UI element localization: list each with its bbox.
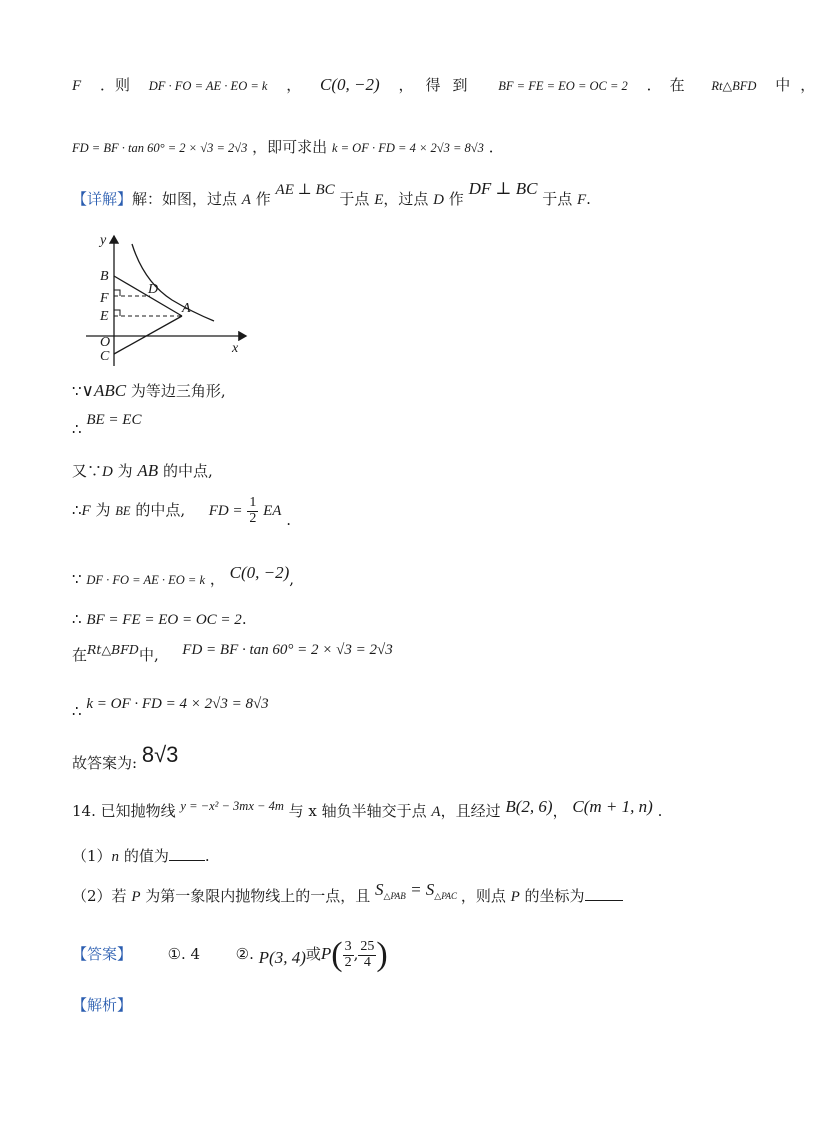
text: ②. (235, 945, 254, 963)
text: . (657, 802, 663, 820)
label-b: B (100, 269, 109, 284)
text: . (241, 610, 247, 628)
text: ，即可求出 (252, 138, 328, 156)
text: 于点 (542, 190, 577, 208)
text: P (131, 889, 141, 905)
text: ∵ (72, 570, 82, 588)
text-line-2 (72, 136, 504, 157)
text: ，过点 (383, 190, 434, 208)
equation: FD = (208, 503, 243, 520)
equation: k = OF · FD = 4 × 2√3 = 8√3 (331, 141, 484, 155)
numerator: 25 (360, 938, 375, 954)
text: 与 x 轴负半轴交于点 (288, 802, 432, 820)
text: BE (115, 504, 131, 519)
answer-blank (585, 900, 623, 901)
label-o: O (100, 335, 111, 350)
step-3 (72, 460, 213, 481)
point-b: B(2, 6) (505, 797, 553, 816)
text: F (81, 503, 91, 520)
point-p-label: P (320, 944, 332, 963)
step-6 (72, 610, 247, 629)
geometry-figure (80, 230, 260, 370)
right-angle-f (114, 290, 120, 296)
equation: BF = FE = EO = OC = 2 (86, 612, 242, 628)
text: ，则点 (460, 887, 511, 905)
text: ，得到 (398, 76, 480, 94)
equation: DF · FO = AE · EO = k (148, 79, 268, 93)
analysis-line (72, 994, 132, 1015)
equation: BF = FE = EO = OC = 2 (498, 79, 628, 93)
answer-part-1: ①. 4 (167, 945, 201, 963)
detail-tag: 【详解】 (72, 190, 133, 208)
paren-left: ( (331, 936, 343, 973)
step-4 (72, 495, 292, 530)
text: EA (263, 503, 282, 520)
text: 为等边三角形, (130, 382, 226, 400)
text: ．在 (646, 76, 693, 94)
text: ∴ (72, 610, 82, 628)
question-14-part-2 (72, 880, 623, 908)
equation: k = OF · FD = 4 × 2√3 = 8√3 (86, 696, 269, 712)
step-9 (72, 742, 179, 772)
label-f: F (100, 291, 109, 306)
text: D (102, 464, 113, 480)
detail-line (72, 179, 591, 209)
question-14-part-1 (72, 845, 210, 866)
text: E (374, 192, 384, 208)
hyperbola-curve (132, 244, 214, 321)
text: ∴ (72, 420, 82, 438)
text: 的中点, (135, 501, 186, 520)
label-e: E (100, 309, 109, 324)
text: 或 (305, 945, 321, 963)
text: ∵ (72, 382, 82, 400)
numerator: 1 (249, 495, 257, 510)
equation: DF · FO = AE · EO = k (86, 573, 206, 587)
answer-line (72, 938, 388, 972)
step-5 (72, 563, 295, 589)
point-c: C(0, −2) (229, 563, 290, 582)
equation: AE ⊥ BC (275, 182, 335, 198)
parabola-equation: y = −x² − 3mx − 4m (180, 799, 284, 813)
point-c: C(m + 1, n) (572, 797, 653, 816)
text: n (111, 849, 120, 865)
text: 14. 已知抛物线 (72, 802, 176, 820)
text: A (241, 192, 251, 208)
text: P (510, 889, 520, 905)
text: . (286, 511, 292, 530)
text: ，且经过 (440, 802, 501, 820)
point-c: C(0, −2) (320, 75, 380, 94)
text: ∴ (72, 702, 82, 720)
denominator: 4 (363, 954, 371, 970)
fraction-x (343, 940, 354, 970)
text: D (433, 192, 444, 208)
text: 于点 (339, 190, 375, 208)
answer-blank (169, 860, 205, 861)
text-line-1 (72, 74, 825, 95)
step-7 (72, 644, 393, 665)
step-8 (72, 694, 269, 720)
text: 在 (72, 646, 88, 664)
text: △PAB (383, 891, 406, 901)
step-2 (72, 410, 142, 438)
step-1 (72, 380, 226, 401)
text: 作 (444, 190, 464, 208)
triangle-abc: ∨ABC (81, 381, 127, 400)
text: 作 (250, 190, 271, 208)
text: ， (209, 570, 225, 588)
denominator: 2 (344, 954, 352, 970)
analysis-tag: 【解析】 (72, 996, 133, 1014)
denominator: 2 (249, 510, 257, 526)
equation: DF ⊥ BC (468, 179, 538, 198)
text: , (353, 945, 359, 963)
text: （2）若 (72, 887, 132, 905)
equation: BE = EC (86, 412, 142, 428)
point-p-1: P(3, 4) (258, 948, 306, 967)
text: 为第一象限内抛物线上的一点，且 (140, 887, 371, 905)
triangle-label: Rt△BFD (87, 642, 139, 657)
text: . (204, 847, 210, 865)
segment-ca (114, 316, 182, 354)
answer-tag: 【答案】 (72, 945, 133, 963)
fraction-half (247, 496, 258, 526)
text: ． (488, 138, 504, 156)
equation: FD = BF · tan 60° = 2 × √3 = 2√3 (72, 141, 248, 155)
right-angle-e (114, 310, 120, 316)
numerator: 3 (344, 938, 352, 954)
label-x: x (232, 341, 239, 356)
triangle-label: Rt△BFD (711, 79, 757, 93)
equation: FD = BF · tan 60° = 2 × √3 = 2√3 (182, 642, 393, 658)
text: 的中点, (162, 462, 213, 480)
text: F (72, 78, 82, 94)
question-14 (72, 797, 663, 821)
text: ， (552, 802, 568, 820)
text: 中, (138, 646, 159, 664)
paren-right: ) (376, 936, 388, 973)
text: F (577, 192, 587, 208)
text: 故答案为: (72, 754, 138, 772)
text: ， (286, 76, 302, 94)
text: △PAC (434, 891, 458, 901)
text: A (431, 804, 441, 820)
final-answer: 8√3 (141, 742, 179, 767)
area-equation (375, 880, 461, 901)
text: 中， (775, 76, 825, 94)
text: 为 (90, 501, 111, 520)
text: 解：如图，过点 (132, 190, 242, 208)
label-d: D (148, 282, 159, 297)
text: . (586, 190, 591, 208)
text: 又∵ (72, 462, 103, 480)
fraction-y (358, 940, 376, 970)
text: , (289, 570, 295, 588)
text: 的值为 (119, 847, 169, 865)
text: 的坐标为 (519, 887, 585, 905)
label-y: y (100, 233, 107, 248)
text: S (375, 880, 384, 899)
text: = S (405, 880, 435, 899)
text: （1） (72, 847, 112, 865)
segment-ab: AB (137, 461, 159, 480)
text: ∴ (72, 501, 82, 520)
text: ．则 (99, 76, 130, 94)
text: 为 (112, 462, 133, 480)
label-a: A (182, 301, 191, 316)
label-c: C (100, 349, 110, 364)
